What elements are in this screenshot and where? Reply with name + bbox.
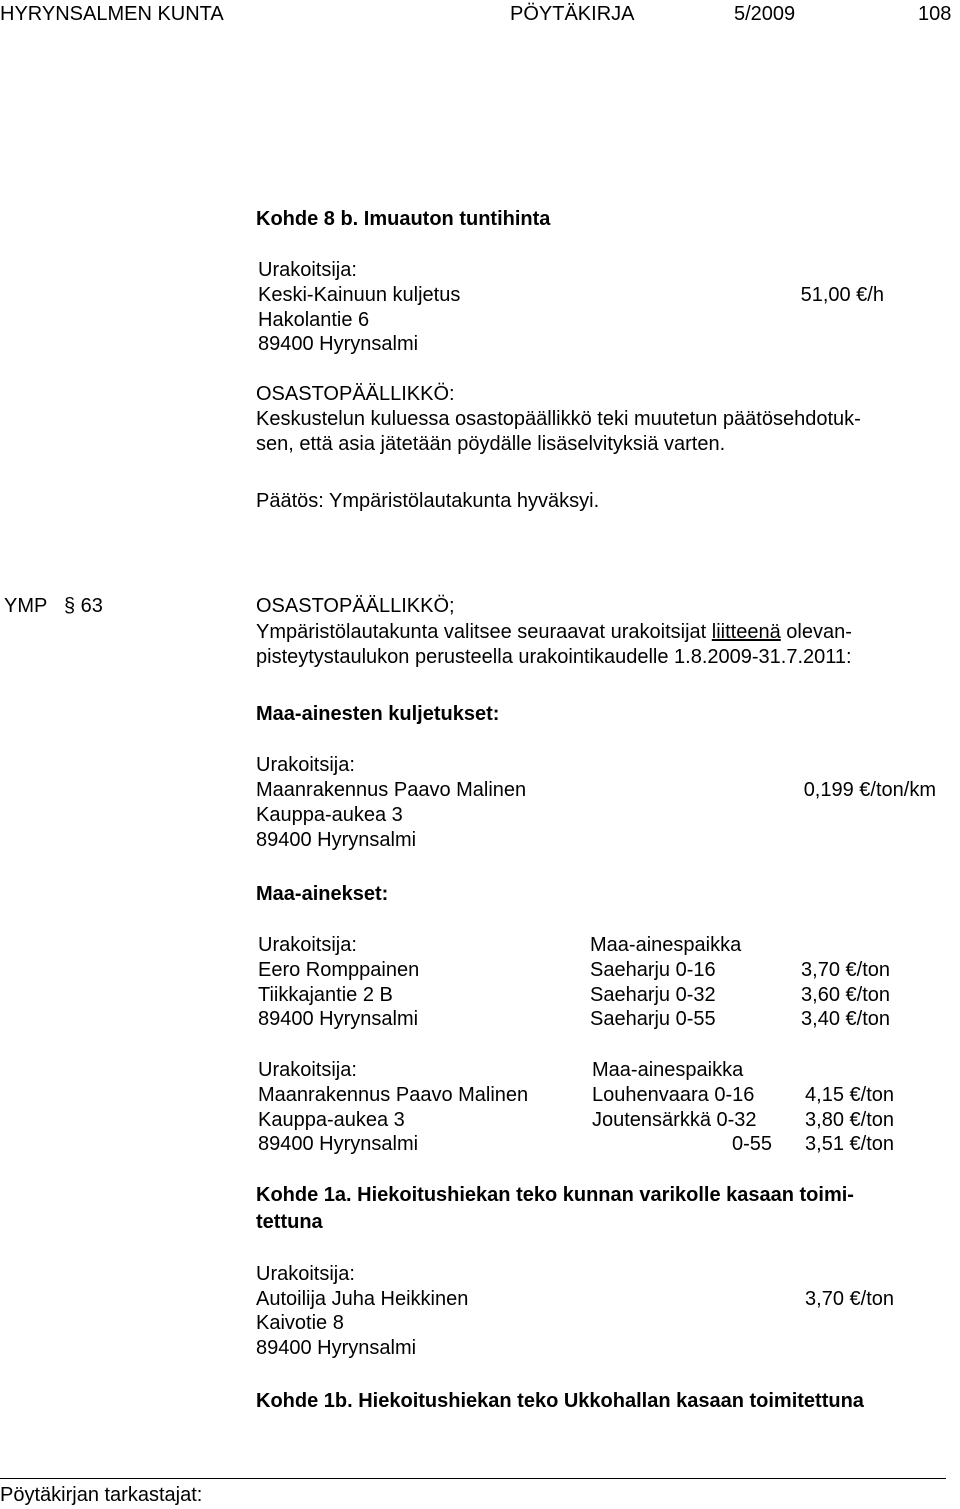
materials-group-2-row-1-pit: Louhenvaara 0-16	[592, 1084, 755, 1106]
materials-group-1-row-2-pit: Saeharju 0-32	[590, 984, 716, 1006]
item-8b-postal: 89400 Hyrynsalmi	[258, 333, 419, 355]
materials-group-2-row-3-pit: 0-55	[731, 1133, 772, 1155]
materials-group-2-row-2-pit: Joutensärkkä 0-32	[592, 1109, 757, 1131]
materials-group-1-row-1-pit: Saeharju 0-16	[590, 959, 716, 981]
ymp63-text-line-1	[256, 620, 852, 644]
item-8b-heading: Kohde 8 b. Imuauton tuntihinta	[256, 208, 551, 230]
item-1a-price: 3,70 €/ton	[805, 1288, 894, 1310]
materials-group-2-pit-label: Maa-ainespaikka	[592, 1059, 744, 1081]
section-code: YMP	[4, 595, 48, 617]
item-1b-heading: Kohde 1b. Hiekoitushiekan teko Ukkohallan kasaan toimitettuna	[256, 1390, 864, 1412]
item-1a-heading-line-2: tettuna	[256, 1211, 323, 1233]
item-8b-contractor-label: Urakoitsija:	[258, 259, 357, 281]
ymp63-text-1-before: Ympäristölautakunta valitsee seuraavat urakoitsijat	[256, 621, 712, 643]
materials-group-1-row-2-left: Tiikkajantie 2 B	[258, 984, 393, 1006]
item-1a-address: Kaivotie 8	[256, 1312, 344, 1334]
materials-group-2-row-1-left: Maanrakennus Paavo Malinen	[258, 1084, 529, 1106]
materials-group-2-row-3-price: 3,51 €/ton	[805, 1133, 894, 1155]
materials-group-1-row-1-left: Eero Romppainen	[258, 959, 420, 981]
ymp63-manager-label: OSASTOPÄÄLLIKKÖ;	[256, 595, 455, 617]
materials-group-2-row-2-price: 3,80 €/ton	[805, 1109, 894, 1131]
footer-reviewers-label: Pöytäkirjan tarkastajat:	[0, 1484, 203, 1506]
materials-group-1-pit-label: Maa-ainespaikka	[590, 934, 742, 956]
item-1a-heading-line-1: Kohde 1a. Hiekoitushiekan teko kunnan varikolle kasaan toimi-	[256, 1184, 854, 1206]
transport-contractor-name: Maanrakennus Paavo Malinen	[256, 779, 527, 801]
item-1a-contractor-name: Autoilija Juha Heikkinen	[256, 1288, 469, 1310]
materials-group-1-row-1-price: 3,70 €/ton	[801, 959, 890, 981]
item-8b-manager-label: OSASTOPÄÄLLIKKÖ:	[256, 383, 455, 405]
materials-group-1-row-2-price: 3,60 €/ton	[801, 984, 890, 1006]
transport-address: Kauppa-aukea 3	[256, 804, 403, 826]
materials-group-2-row-2-left: Kauppa-aukea 3	[258, 1109, 405, 1131]
item-8b-manager-text-2: sen, että asia jätetään pöydälle lisäselvityksiä varten.	[256, 433, 726, 455]
materials-group-1-contractor-label: Urakoitsija:	[258, 934, 357, 956]
item-8b-manager-text-1: Keskustelun kuluessa osastopäällikkö teki muutetun päätösehdotuk-	[256, 408, 861, 430]
item-8b-address: Hakolantie 6	[258, 309, 370, 331]
header-issue: 5/2009	[734, 3, 796, 25]
header-municipality: HYRYNSALMEN KUNTA	[0, 3, 224, 25]
transport-postal: 89400 Hyrynsalmi	[256, 829, 417, 851]
materials-group-2-contractor-label: Urakoitsija:	[258, 1059, 357, 1081]
transport-heading: Maa-ainesten kuljetukset:	[256, 703, 500, 725]
materials-group-2-row-3-left: 89400 Hyrynsalmi	[258, 1133, 419, 1155]
materials-heading: Maa-ainekset:	[256, 883, 389, 905]
header-doc-type: PÖYTÄKIRJA	[510, 3, 635, 25]
ymp63-text-line-2: pisteytystaulukon perusteella urakointikaudelle 1.8.2009-31.7.2011:	[256, 646, 852, 668]
item-8b-price: 51,00 €/h	[800, 284, 884, 306]
materials-group-1-row-3-price: 3,40 €/ton	[801, 1008, 890, 1030]
materials-group-2-row-1-price: 4,15 €/ton	[805, 1084, 894, 1106]
footer-divider	[0, 1478, 946, 1479]
item-1a-contractor-label: Urakoitsija:	[256, 1263, 355, 1285]
header-page-number: 108	[918, 3, 952, 25]
materials-group-1-row-3-pit: Saeharju 0-55	[590, 1008, 716, 1030]
attachment-link[interactable]: liitteenä	[711, 621, 781, 643]
item-8b-contractor-name: Keski-Kainuun kuljetus	[258, 284, 461, 306]
item-8b-decision: Päätös: Ympäristölautakunta hyväksyi.	[256, 490, 600, 512]
item-1a-postal: 89400 Hyrynsalmi	[256, 1337, 417, 1359]
ymp63-text-1-after: olevan-	[780, 621, 852, 643]
materials-group-1-row-3-left: 89400 Hyrynsalmi	[258, 1008, 419, 1030]
section-number: § 63	[64, 595, 103, 617]
transport-price: 0,199 €/ton/km	[803, 779, 936, 801]
transport-contractor-label: Urakoitsija:	[256, 754, 355, 776]
